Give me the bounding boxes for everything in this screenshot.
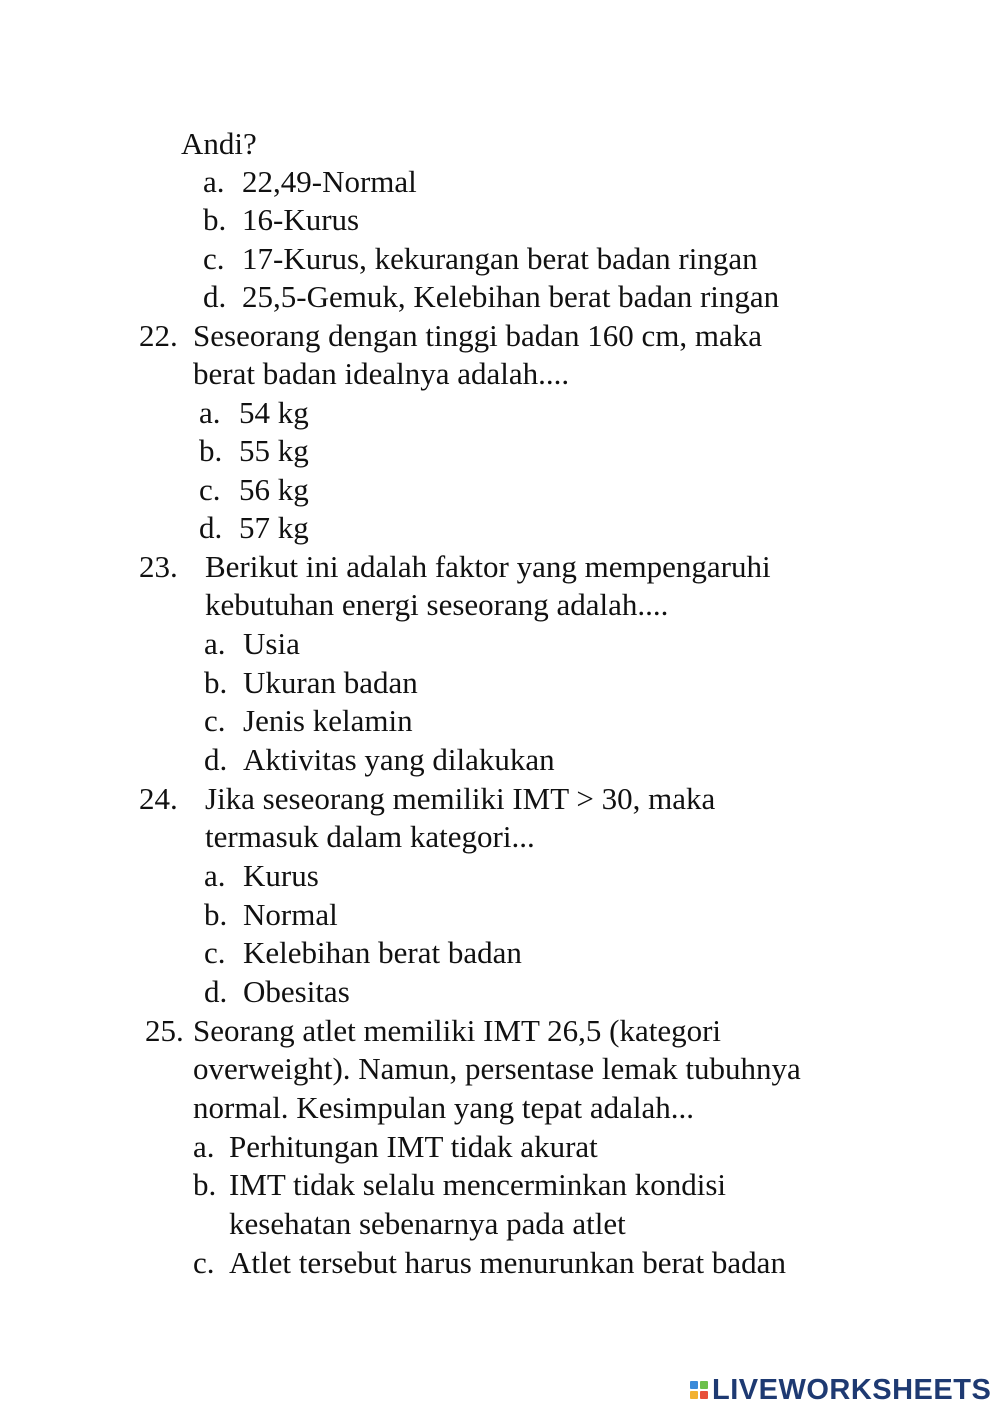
q22-option-b[interactable]: 55 kg	[239, 433, 309, 468]
q21-option-d[interactable]: 25,5-Gemuk, Kelebihan berat badan ringan	[242, 279, 780, 314]
q21-option-b[interactable]: 16-Kurus	[242, 202, 360, 237]
q23-option-d-label: d.	[204, 742, 228, 777]
q22-option-c-label: c.	[199, 472, 221, 507]
q23-option-b-label: b.	[204, 665, 228, 700]
q24-stem-line-2: termasuk dalam kategori...	[205, 819, 535, 854]
q22-option-a[interactable]: 54 kg	[239, 395, 309, 430]
q22-option-c[interactable]: 56 kg	[239, 472, 309, 507]
q22-option-a-label: a.	[199, 395, 221, 430]
q21-option-d-label: d.	[203, 279, 227, 314]
q21-stem-continuation: Andi?	[181, 126, 257, 161]
q25-option-a-label: a.	[193, 1129, 215, 1164]
q21-option-c-label: c.	[203, 241, 225, 276]
q25-option-a[interactable]: Perhitungan IMT tidak akurat	[229, 1129, 598, 1164]
logo-square-yellow	[690, 1391, 698, 1399]
logo-square-green	[700, 1381, 708, 1389]
q25-option-b-continuation[interactable]: kesehatan sebenarnya pada atlet	[229, 1206, 626, 1241]
q24-option-b[interactable]: Normal	[243, 897, 338, 932]
q24-option-b-label: b.	[204, 897, 228, 932]
q25-option-b-label: b.	[193, 1167, 217, 1202]
q22-stem-line-2: berat badan idealnya adalah....	[193, 356, 570, 391]
q24-option-d-label: d.	[204, 974, 228, 1009]
liveworksheets-logo	[690, 1374, 991, 1406]
q24-option-a-label: a.	[204, 858, 226, 893]
q21-option-b-label: b.	[203, 202, 227, 237]
q22-option-d-label: d.	[199, 510, 223, 545]
q23-option-a-label: a.	[204, 626, 226, 661]
q25-number: 25.	[145, 1013, 184, 1048]
q21-option-a[interactable]: 22,49-Normal	[242, 164, 417, 199]
q24-option-a[interactable]: Kurus	[243, 858, 319, 893]
q23-stem-line-2: kebutuhan energi seseorang adalah....	[205, 587, 669, 622]
q23-option-c[interactable]: Jenis kelamin	[243, 703, 413, 738]
q21-option-c[interactable]: 17-Kurus, kekurangan berat badan ringan	[242, 241, 758, 276]
q24-option-c-label: c.	[204, 935, 226, 970]
q22-stem-line-1: Seseorang dengan tinggi badan 160 cm, maka	[193, 318, 763, 353]
q25-stem-line-1: Seorang atlet memiliki IMT 26,5 (kategori	[193, 1013, 722, 1048]
q25-option-c[interactable]: Atlet tersebut harus menurunkan berat badan	[229, 1245, 786, 1280]
logo-square-red	[700, 1391, 708, 1399]
logo-square-blue	[690, 1381, 698, 1389]
q24-stem-line-1: Jika seseorang memiliki IMT > 30, maka	[205, 781, 716, 816]
q24-option-c[interactable]: Kelebihan berat badan	[243, 935, 522, 970]
q23-number: 23.	[139, 549, 178, 584]
q25-stem-line-2: overweight). Namun, persentase lemak tubuhnya	[193, 1051, 801, 1086]
q25-option-c-label: c.	[193, 1245, 215, 1280]
q22-number: 22.	[139, 318, 178, 353]
q23-option-c-label: c.	[204, 703, 226, 738]
q24-number: 24.	[139, 781, 178, 816]
q23-option-a[interactable]: Usia	[243, 626, 300, 661]
q24-option-d[interactable]: Obesitas	[243, 974, 350, 1009]
logo-grid-icon	[690, 1381, 708, 1399]
q22-option-b-label: b.	[199, 433, 223, 468]
q23-option-b[interactable]: Ukuran badan	[243, 665, 418, 700]
q22-option-d[interactable]: 57 kg	[239, 510, 309, 545]
q25-option-b[interactable]: IMT tidak selalu mencerminkan kondisi	[229, 1167, 727, 1202]
logo-text: LIVEWORKSHEETS	[712, 1374, 992, 1406]
q25-stem-line-3: normal. Kesimpulan yang tepat adalah...	[193, 1090, 695, 1125]
q23-option-d[interactable]: Aktivitas yang dilakukan	[243, 742, 555, 777]
q21-option-a-label: a.	[203, 164, 225, 199]
q23-stem-line-1: Berikut ini adalah faktor yang mempengaruhi	[205, 549, 771, 584]
